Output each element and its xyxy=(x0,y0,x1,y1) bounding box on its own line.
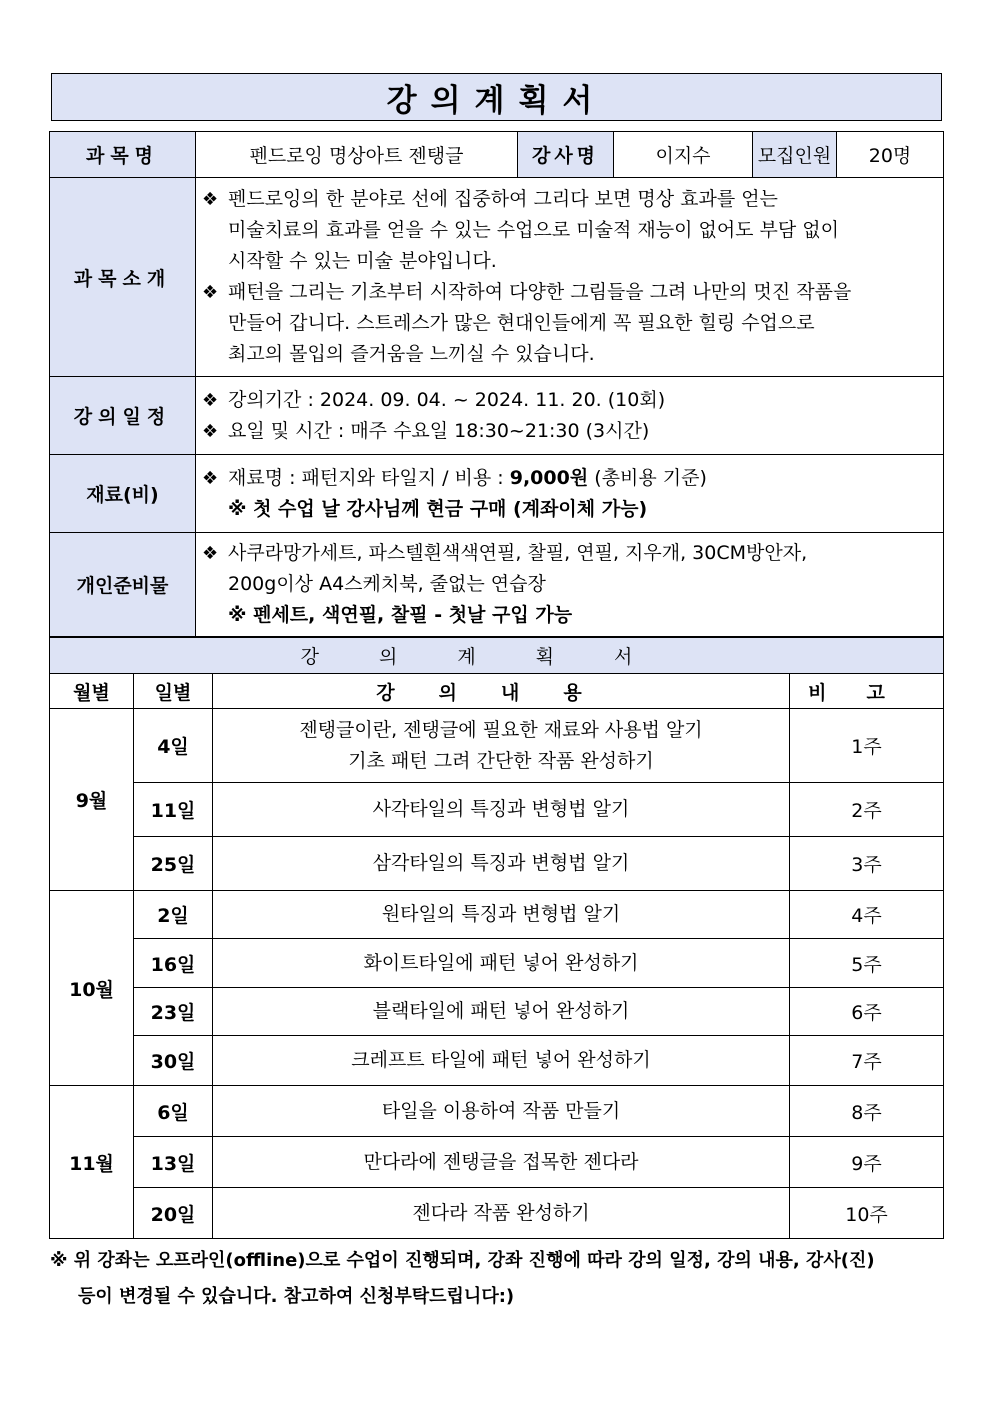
content-cell xyxy=(213,709,790,783)
content-line: 사각타일의 특징과 변형법 알기 xyxy=(372,798,630,820)
materials-cost: 9,000원 xyxy=(509,466,589,489)
intro-content xyxy=(196,178,944,377)
month-cell: 9월 xyxy=(50,709,134,891)
diamond-bullet-icon: ❖ xyxy=(202,420,219,442)
intro-text: 최고의 몰입의 즐거움을 느끼실 수 있습니다. xyxy=(228,343,595,365)
content-cell xyxy=(213,939,790,988)
remark-cell: 7주 xyxy=(790,1036,944,1086)
content-line: 기초 패턴 그려 간단한 작품 완성하기 xyxy=(348,749,654,772)
content-cell xyxy=(213,837,790,891)
diamond-bullet-icon: ❖ xyxy=(202,389,219,411)
content-line: 크레프트 타일에 패턴 넣어 완성하기 xyxy=(351,1049,651,1071)
content-line: 젠탱글이란, 젠탱글에 필요한 재료와 사용법 알기 xyxy=(299,718,703,741)
intro-line xyxy=(202,246,939,277)
intro-label: 과목소개 xyxy=(50,178,196,377)
footer-line-2: 등이 변경될 수 있습니다. 참고하여 신청부탁드립니다:) xyxy=(78,1286,515,1307)
intro-line xyxy=(202,339,939,370)
course-value: 펜드로잉 명상아트 젠탱글 xyxy=(196,132,518,178)
content-line: 삼각타일의 특징과 변형법 알기 xyxy=(372,852,630,874)
table-row xyxy=(50,1086,944,1137)
content-line: 화이트타일에 패턴 넣어 완성하기 xyxy=(363,951,639,974)
table-row xyxy=(50,891,944,939)
table-row xyxy=(50,1188,944,1239)
schedule-time: 요일 및 시간 : 매주 수요일 18:30~21:30 (3시간) xyxy=(228,419,650,442)
header-month: 월별 xyxy=(50,674,134,709)
header-day: 일별 xyxy=(134,674,213,709)
day-cell: 11일 xyxy=(134,783,213,837)
month-cell: 11월 xyxy=(50,1086,134,1239)
plan-banner: 강의계획서 xyxy=(50,638,944,674)
lecture-plan-table xyxy=(49,637,944,1239)
instructor-label: 강사명 xyxy=(518,132,614,178)
table-row xyxy=(50,837,944,891)
header-remark: 비고 xyxy=(790,674,944,709)
content-cell xyxy=(213,1188,790,1239)
remark-cell: 5주 xyxy=(790,939,944,988)
intro-text: 패턴을 그리는 기초부터 시작하여 다양한 그림들을 그려 나만의 멋진 작품을 xyxy=(228,281,852,303)
diamond-bullet-icon: ❖ xyxy=(202,467,219,489)
table-row xyxy=(50,939,944,988)
content-cell xyxy=(213,783,790,837)
remark-cell: 3주 xyxy=(790,837,944,891)
intro-line xyxy=(202,308,939,339)
header-content: 강의내용 xyxy=(213,674,790,709)
capacity-value: 20명 xyxy=(837,132,944,178)
remark-cell: 6주 xyxy=(790,988,944,1036)
capacity-label: 모집인원 xyxy=(753,132,837,178)
intro-text: 미술치료의 효과를 얻을 수 있는 수업으로 미술적 재능이 없어도 부담 없이 xyxy=(228,219,840,241)
intro-text: 펜드로잉의 한 분야로 선에 집중하여 그리다 보면 명상 효과를 얻는 xyxy=(228,188,778,210)
footer-line-1: ※ 위 강좌는 오프라인(offline)으로 수업이 진행되며, 강좌 진행에 따라 강의 일정, 강의 내용, 강사(진) xyxy=(50,1250,875,1271)
table-row xyxy=(50,1036,944,1086)
table-row xyxy=(50,783,944,837)
content-cell xyxy=(213,1086,790,1137)
table-row xyxy=(50,709,944,783)
day-cell: 23일 xyxy=(134,988,213,1036)
remark-cell: 8주 xyxy=(790,1086,944,1137)
schedule-label: 강의일정 xyxy=(50,377,196,455)
remark-cell: 4주 xyxy=(790,891,944,939)
table-row xyxy=(50,1137,944,1188)
content-cell xyxy=(213,1137,790,1188)
document-title: 강의계획서 xyxy=(51,73,942,121)
schedule-content xyxy=(196,377,944,455)
materials-line-suffix: (총비용 기준) xyxy=(588,466,707,489)
intro-line xyxy=(202,184,939,215)
day-cell: 16일 xyxy=(134,939,213,988)
day-cell: 30일 xyxy=(134,1036,213,1086)
materials-label: 재료(비) xyxy=(50,455,196,533)
content-line: 블랙타일에 패턴 넣어 완성하기 xyxy=(372,1000,630,1022)
intro-line xyxy=(202,215,939,246)
schedule-period: 강의기간 : 2024. 09. 04. ~ 2024. 11. 20. (10회) xyxy=(228,388,666,411)
personal-line-1: 사쿠라망가세트, 파스텔흰색색연필, 찰필, 연필, 지우개, 30CM방안자, xyxy=(228,542,808,564)
diamond-bullet-icon: ❖ xyxy=(202,282,219,303)
remark-cell: 2주 xyxy=(790,783,944,837)
content-line: 젠다라 작품 완성하기 xyxy=(412,1201,590,1224)
intro-text: 시작할 수 있는 미술 분야입니다. xyxy=(228,250,497,272)
personal-line-2: 200g이상 A4스케치북, 줄없는 연습장 xyxy=(228,573,546,595)
content-line: 타일을 이용하여 작품 만들기 xyxy=(381,1099,621,1122)
materials-line-prefix: 재료명 : 패턴지와 타일지 / 비용 : xyxy=(228,466,510,489)
intro-line xyxy=(202,277,939,308)
remark-cell: 1주 xyxy=(790,709,944,783)
course-label: 과목명 xyxy=(50,132,196,178)
materials-note: ※ 첫 수업 날 강사님께 현금 구매 (계좌이체 가능) xyxy=(228,497,648,520)
diamond-bullet-icon: ❖ xyxy=(202,543,219,564)
day-cell: 2일 xyxy=(134,891,213,939)
day-cell: 6일 xyxy=(134,1086,213,1137)
course-info-table xyxy=(49,131,944,637)
content-line: 원타일의 특징과 변형법 알기 xyxy=(381,903,621,925)
personal-label: 개인준비물 xyxy=(50,533,196,637)
day-cell: 4일 xyxy=(134,709,213,783)
table-row xyxy=(50,988,944,1036)
intro-text: 만들어 갑니다. 스트레스가 많은 현대인들에게 꼭 필요한 힐링 수업으로 xyxy=(228,312,815,334)
month-cell: 10월 xyxy=(50,891,134,1086)
instructor-value: 이지수 xyxy=(614,132,753,178)
day-cell: 20일 xyxy=(134,1188,213,1239)
remark-cell: 9주 xyxy=(790,1137,944,1188)
materials-content xyxy=(196,455,944,533)
content-cell xyxy=(213,1036,790,1086)
personal-note: ※ 펜세트, 색연필, 찰필 - 첫날 구입 가능 xyxy=(228,604,573,626)
diamond-bullet-icon: ❖ xyxy=(202,189,219,210)
personal-content xyxy=(196,533,944,637)
footer-notice xyxy=(50,1243,950,1315)
content-cell xyxy=(213,988,790,1036)
content-line: 만다라에 젠탱글을 접목한 젠다라 xyxy=(363,1150,639,1173)
content-cell xyxy=(213,891,790,939)
remark-cell: 10주 xyxy=(790,1188,944,1239)
day-cell: 13일 xyxy=(134,1137,213,1188)
day-cell: 25일 xyxy=(134,837,213,891)
